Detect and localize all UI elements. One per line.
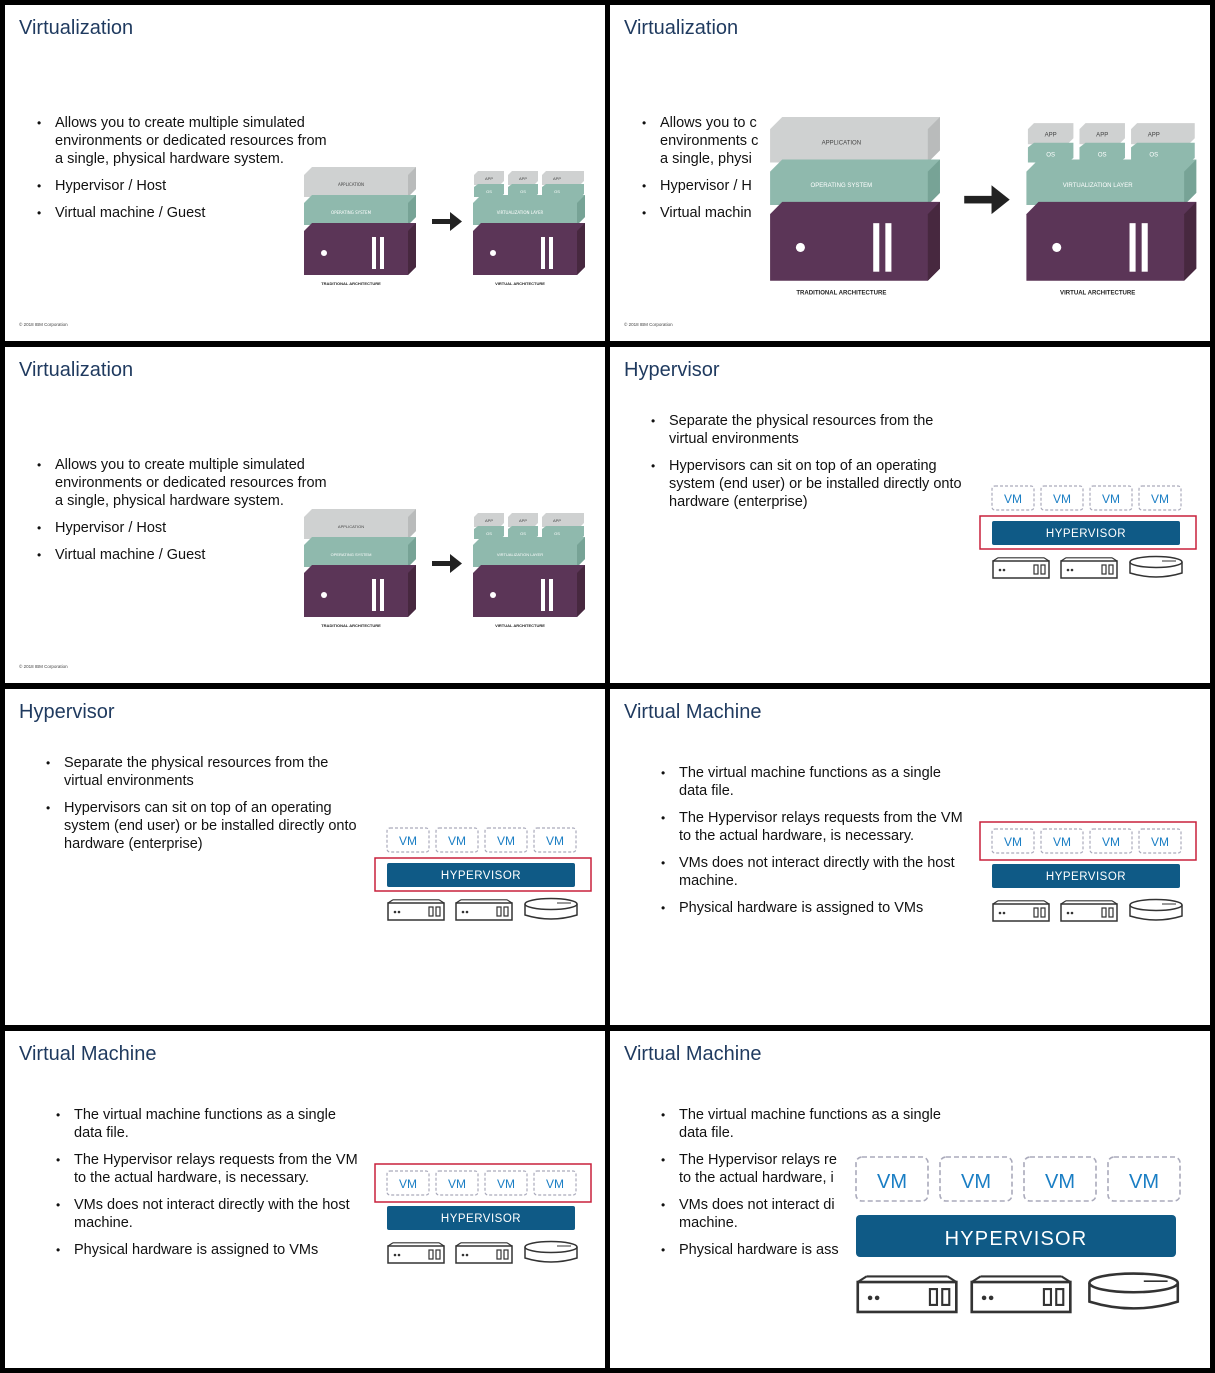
vm-hypervisor-stack bbox=[978, 817, 1200, 929]
slide-6-virtual-machine bbox=[610, 689, 1210, 1025]
server-icon bbox=[456, 900, 512, 920]
os-label: OS bbox=[520, 189, 526, 194]
architecture-diagram bbox=[304, 509, 594, 631]
vm-label: VM bbox=[399, 834, 417, 848]
bullet-item: • The virtual machine functions as a single data file. bbox=[659, 764, 963, 800]
bullet-item: • Separate the physical resources from the virtual environments bbox=[44, 754, 357, 790]
app-label: APP bbox=[484, 176, 494, 181]
slide-4-hypervisor bbox=[610, 347, 1210, 683]
storage-icon bbox=[525, 1242, 577, 1263]
bullet-list bbox=[35, 114, 327, 231]
bullet-item: • Virtual machine / Guest bbox=[35, 204, 327, 222]
bullet-list bbox=[44, 754, 357, 862]
slide-title: Virtualization bbox=[19, 17, 134, 39]
slide-5-hypervisor bbox=[5, 689, 605, 1025]
vm-label: VM bbox=[448, 834, 466, 848]
bullet-list bbox=[54, 1106, 358, 1268]
application-label: APPLICATION bbox=[338, 182, 364, 187]
app-label: APP bbox=[1147, 132, 1160, 139]
vm-label: VM bbox=[1053, 492, 1071, 506]
bullet-item: • Hypervisor / Host bbox=[35, 177, 327, 195]
bullet-item: • Hypervisor / Host bbox=[35, 519, 327, 537]
slide-title: Virtual Machine bbox=[624, 1043, 762, 1065]
vm-label: VM bbox=[497, 834, 515, 848]
bullet-list bbox=[659, 764, 963, 926]
vm-label: VM bbox=[546, 1177, 564, 1191]
vm-label: VM bbox=[961, 1171, 991, 1193]
storage-icon bbox=[1089, 1274, 1177, 1309]
storage-icon bbox=[525, 899, 577, 920]
bullet-item: • VMs does not interact di machine. bbox=[659, 1196, 941, 1232]
vm-label: VM bbox=[1102, 835, 1120, 849]
server-icon bbox=[456, 1243, 512, 1263]
virtualization-layer-label: VIRTUALIZATION LAYER bbox=[496, 552, 544, 557]
slide-2-virtualization-zoomed bbox=[610, 5, 1210, 341]
server-icon bbox=[1061, 558, 1117, 578]
slide-8-virtual-machine-zoomed bbox=[610, 1031, 1210, 1368]
bullet-item: • Physical hardware is assigned to VMs bbox=[659, 899, 963, 917]
vm-hypervisor-stack-zoomed bbox=[842, 1149, 1198, 1361]
slide-title: Virtualization bbox=[19, 359, 134, 381]
os-label: OS bbox=[486, 531, 492, 536]
app-label: APP bbox=[552, 518, 562, 523]
bullet-item: • Hypervisors can sit on top of an operating system (end user) or be installed directly onto hardware (enterprise) bbox=[649, 457, 962, 511]
virtualization-layer-label: VIRTUALIZATION LAYER bbox=[496, 210, 544, 215]
os-label: OS bbox=[554, 531, 560, 536]
app-label: APP bbox=[518, 176, 528, 181]
os-label: OS bbox=[1149, 152, 1159, 159]
slide-1-virtualization bbox=[5, 5, 605, 341]
copyright: © 2018 IBM Corporation bbox=[19, 664, 68, 669]
bullet-item: • Virtual machine / Guest bbox=[35, 546, 327, 564]
bullet-item: • Physical hardware is ass bbox=[659, 1241, 941, 1259]
application-label: APPLICATION bbox=[337, 524, 365, 529]
os-label: OS bbox=[554, 189, 560, 194]
bullet-item: • Allows you to create multiple simulated environments or dedicated resources from a single, physical hardware system. bbox=[35, 114, 327, 168]
vm-label: VM bbox=[1102, 492, 1120, 506]
vm-label: VM bbox=[1053, 835, 1071, 849]
server-icon bbox=[972, 1276, 1071, 1312]
hypervisor-label: HYPERVISOR bbox=[1045, 528, 1127, 540]
app-label: APP bbox=[518, 518, 528, 523]
hypervisor-label: HYPERVISOR bbox=[440, 870, 522, 882]
storage-icon bbox=[1130, 557, 1182, 578]
bullet-item: • Hypervisors can sit on top of an operating system (end user) or be installed directly onto hardware (enterprise) bbox=[44, 799, 357, 853]
vm-label: VM bbox=[1045, 1171, 1075, 1193]
vm-label: VM bbox=[877, 1171, 907, 1193]
vm-label: VM bbox=[448, 1177, 466, 1191]
vm-hypervisor-stack bbox=[373, 825, 595, 927]
slide-title: Virtualization bbox=[624, 17, 739, 39]
slide-3-virtualization bbox=[5, 347, 605, 683]
app-label: APP bbox=[1044, 132, 1057, 139]
bullet-item: • The Hypervisor relays requests from the VM to the actual hardware, is necessary. bbox=[54, 1151, 358, 1187]
vm-label: VM bbox=[1151, 492, 1169, 506]
virtual-architecture-label: VIRTUAL ARCHITECTURE bbox=[495, 281, 545, 286]
vm-hypervisor-stack bbox=[978, 483, 1200, 585]
application-label: APPLICATION bbox=[821, 140, 862, 147]
app-label: APP bbox=[552, 176, 562, 181]
bullet-list bbox=[35, 456, 327, 573]
bullet-item: • The Hypervisor relays requests from the VM to the actual hardware, is necessary. bbox=[659, 809, 963, 845]
vm-label: VM bbox=[546, 834, 564, 848]
bullet-list bbox=[640, 114, 758, 231]
storage-icon bbox=[1130, 900, 1182, 921]
virtual-architecture-label: VIRTUAL ARCHITECTURE bbox=[1060, 290, 1136, 297]
os-label: OS bbox=[1097, 152, 1107, 159]
slide-title: Hypervisor bbox=[19, 701, 115, 723]
copyright: © 2018 IBM Corporation bbox=[19, 322, 68, 327]
operating-system-label: OPERATING SYSTEM bbox=[810, 182, 873, 189]
bullet-item: • The Hypervisor relays re to the actual hardware, i bbox=[659, 1151, 941, 1187]
server-icon bbox=[1061, 901, 1117, 921]
vm-label: VM bbox=[1151, 835, 1169, 849]
operating-system-label: OPERATING SYSTEM bbox=[330, 210, 372, 215]
slide-title: Virtual Machine bbox=[19, 1043, 157, 1065]
server-icon bbox=[388, 1243, 444, 1263]
virtualization-layer-label: VIRTUALIZATION LAYER bbox=[1062, 182, 1133, 189]
traditional-architecture-label: TRADITIONAL ARCHITECTURE bbox=[796, 290, 887, 297]
server-icon bbox=[858, 1276, 957, 1312]
copyright: © 2018 IBM Corporation bbox=[624, 322, 673, 327]
bullet-item: • Hypervisor / H bbox=[640, 177, 758, 195]
slide-title: Hypervisor bbox=[624, 359, 720, 381]
vm-label: VM bbox=[497, 1177, 515, 1191]
bullet-list bbox=[649, 412, 962, 520]
vm-label: VM bbox=[399, 1177, 417, 1191]
bullet-item: • Virtual machin bbox=[640, 204, 758, 222]
bullet-item: • The virtual machine functions as a single data file. bbox=[659, 1106, 941, 1142]
app-label: APP bbox=[484, 518, 494, 523]
virtual-architecture-label: VIRTUAL ARCHITECTURE bbox=[495, 623, 545, 628]
os-label: OS bbox=[1046, 152, 1056, 159]
traditional-architecture-label: TRADITIONAL ARCHITECTURE bbox=[321, 623, 381, 628]
architecture-diagram bbox=[304, 167, 594, 289]
app-label: APP bbox=[1096, 132, 1109, 139]
server-icon bbox=[993, 558, 1049, 578]
bullet-item: • Separate the physical resources from the virtual environments bbox=[649, 412, 962, 448]
operating-system-label: OPERATING SYSTEM bbox=[330, 552, 372, 557]
bullet-item: • Physical hardware is assigned to VMs bbox=[54, 1241, 358, 1259]
slide-title: Virtual Machine bbox=[624, 701, 762, 723]
bullet-item: • VMs does not interact directly with the host machine. bbox=[54, 1196, 358, 1232]
os-label: OS bbox=[486, 189, 492, 194]
bullet-item: • VMs does not interact directly with the host machine. bbox=[659, 854, 963, 890]
hypervisor-label: HYPERVISOR bbox=[944, 1228, 1088, 1250]
hypervisor-label: HYPERVISOR bbox=[440, 1213, 522, 1225]
server-icon bbox=[388, 900, 444, 920]
os-label: OS bbox=[520, 531, 526, 536]
architecture-diagram-zoomed bbox=[770, 117, 1210, 299]
vm-label: VM bbox=[1129, 1171, 1159, 1193]
vm-label: VM bbox=[1004, 835, 1022, 849]
bullet-item: • The virtual machine functions as a single data file. bbox=[54, 1106, 358, 1142]
vm-label: VM bbox=[1004, 492, 1022, 506]
bullet-item: • Allows you to create multiple simulated environments or dedicated resources from a single, physical hardware system. bbox=[35, 456, 327, 510]
traditional-architecture-label: TRADITIONAL ARCHITECTURE bbox=[321, 281, 381, 286]
server-icon bbox=[993, 901, 1049, 921]
bullet-item: • Allows you to c environments c a single, physi bbox=[640, 114, 758, 168]
slide-7-virtual-machine bbox=[5, 1031, 605, 1368]
hypervisor-label: HYPERVISOR bbox=[1045, 871, 1127, 883]
vm-hypervisor-stack bbox=[373, 1159, 595, 1271]
